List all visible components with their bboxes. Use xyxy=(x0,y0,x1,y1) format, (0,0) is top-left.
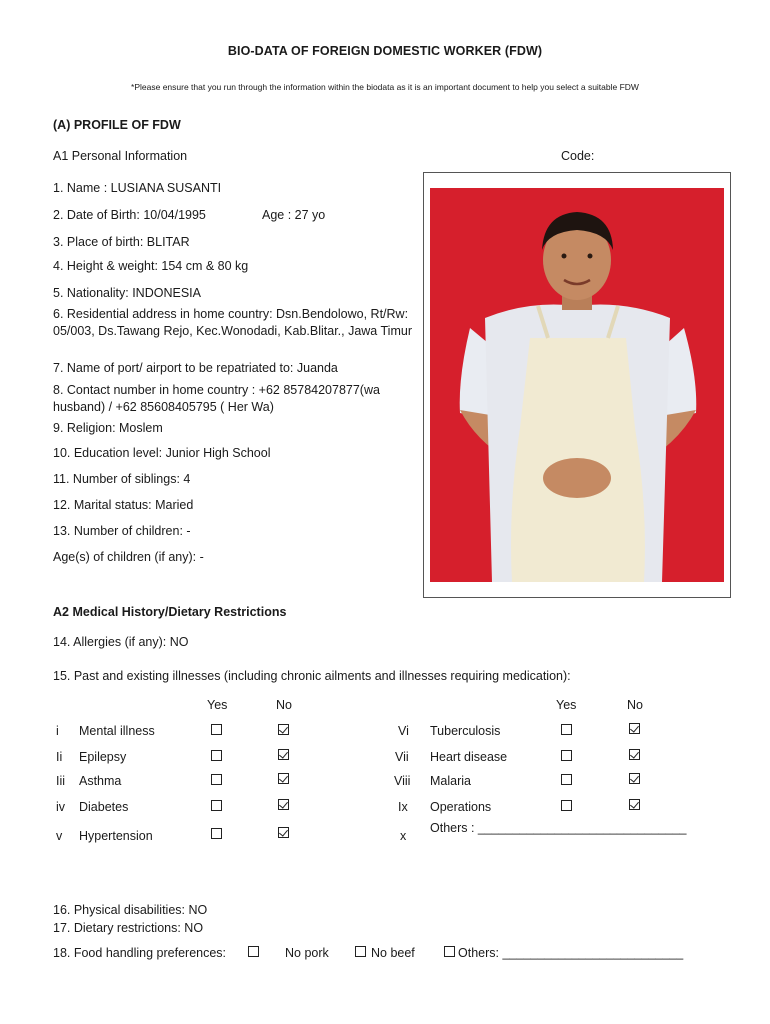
illness-num: v xyxy=(56,829,63,843)
illness-label-mental: Mental illness xyxy=(79,724,155,738)
document-subtitle: *Please ensure that you run through the information within the biodata as it is an important document to help you select a suitable FDW xyxy=(131,82,639,92)
no-pork-checkbox[interactable] xyxy=(248,946,259,957)
illness-num: Ix xyxy=(398,800,408,814)
illness-label-hypertension: Hypertension xyxy=(79,829,153,843)
a1-title: A1 Personal Information xyxy=(53,149,188,163)
illnesses-question: 15. Past and existing illnesses (including chronic ailments and illnesses requiring medication): xyxy=(53,669,571,683)
illness-others-field[interactable]: Others : ______________________________ xyxy=(430,821,687,835)
epilepsy-yes-checkbox[interactable] xyxy=(211,750,222,761)
illness-num: Iii xyxy=(56,774,66,788)
illness-label-heart-disease: Heart disease xyxy=(430,750,508,764)
heart-disease-no-checkbox[interactable] xyxy=(629,749,640,760)
section-a2-title: A2 Medical History/Dietary Restrictions xyxy=(53,605,287,619)
food-others-checkbox[interactable] xyxy=(444,946,455,957)
right-no-header: No xyxy=(627,698,643,712)
right-yes-header: Yes xyxy=(556,698,577,712)
illness-label-asthma: Asthma xyxy=(79,774,122,788)
no-beef-checkbox[interactable] xyxy=(355,946,366,957)
field-children-ages: Age(s) of children (if any): - xyxy=(53,550,204,564)
field-place-of-birth: 3. Place of birth: BLITAR xyxy=(53,235,190,249)
field-name: 1. Name : LUSIANA SUSANTI xyxy=(53,181,222,195)
illness-num: iv xyxy=(56,800,66,814)
mental-illness-yes-checkbox[interactable] xyxy=(211,724,222,735)
field-physical-disabilities: 16. Physical disabilities: NO xyxy=(53,903,208,917)
illness-num: x xyxy=(400,829,407,843)
fdw-photo xyxy=(430,188,724,582)
code-label: Code: xyxy=(561,149,595,163)
illness-num: Vi xyxy=(398,724,409,738)
mental-illness-no-checkbox[interactable] xyxy=(278,724,289,735)
hypertension-yes-checkbox[interactable] xyxy=(211,828,222,839)
hypertension-no-checkbox[interactable] xyxy=(278,827,289,838)
field-dob: 2. Date of Birth: 10/04/1995 xyxy=(53,208,206,222)
malaria-yes-checkbox[interactable] xyxy=(561,774,572,785)
field-religion: 9. Religion: Moslem xyxy=(53,421,163,435)
field-port: 7. Name of port/ airport to be repatriated to: Juanda xyxy=(53,361,338,375)
field-contact: 8. Contact number in home country : +62 85784207877(wa husband) / +62 85608405795 ( Her Wa) xyxy=(53,383,380,414)
illness-num: i xyxy=(56,724,59,738)
illness-label-diabetes: Diabetes xyxy=(79,800,129,814)
document-title: BIO-DATA OF FOREIGN DOMESTIC WORKER (FDW) xyxy=(227,44,543,58)
field-dietary-restrictions: 17. Dietary restrictions: NO xyxy=(53,921,204,935)
illness-label-epilepsy: Epilepsy xyxy=(79,750,127,764)
field-age: Age : 27 yo xyxy=(262,208,326,222)
field-siblings: 11. Number of siblings: 4 xyxy=(53,472,191,486)
illness-num: Viii xyxy=(394,774,411,788)
diabetes-yes-checkbox[interactable] xyxy=(211,800,222,811)
epilepsy-no-checkbox[interactable] xyxy=(278,749,289,760)
asthma-no-checkbox[interactable] xyxy=(278,773,289,784)
field-address: 6. Residential address in home country: Dsn.Bendolowo, Rt/Rw: 05/003, Ds.Tawang Rejo, Kec.Wonodadi, Kab.Blitar., Jawa Timur xyxy=(53,307,412,338)
tuberculosis-yes-checkbox[interactable] xyxy=(561,724,572,735)
left-yes-header: Yes xyxy=(207,698,228,712)
field-height-weight: 4. Height & weight: 154 cm & 80 kg xyxy=(53,259,249,273)
operations-yes-checkbox[interactable] xyxy=(561,800,572,811)
field-education: 10. Education level: Junior High School xyxy=(53,446,271,460)
heart-disease-yes-checkbox[interactable] xyxy=(561,750,572,761)
operations-no-checkbox[interactable] xyxy=(629,799,640,810)
no-pork-label: No pork xyxy=(285,946,329,960)
asthma-yes-checkbox[interactable] xyxy=(211,774,222,785)
field-allergies: 14. Allergies (if any): NO xyxy=(53,635,189,649)
field-children: 13. Number of children: - xyxy=(53,524,191,538)
food-handling-label: 18. Food handling preferences: xyxy=(53,946,227,960)
illness-label-malaria: Malaria xyxy=(430,774,471,788)
section-a-title: (A) PROFILE OF FDW xyxy=(53,118,181,132)
illness-num: Vii xyxy=(395,750,409,764)
illness-label-operations: Operations xyxy=(430,800,492,814)
illness-num: Ii xyxy=(56,750,63,764)
left-no-header: No xyxy=(276,698,292,712)
malaria-no-checkbox[interactable] xyxy=(629,773,640,784)
diabetes-no-checkbox[interactable] xyxy=(278,799,289,810)
field-marital: 12. Marital status: Maried xyxy=(53,498,194,512)
field-nationality: 5. Nationality: INDONESIA xyxy=(53,286,201,300)
illness-label-tuberculosis: Tuberculosis xyxy=(430,724,501,738)
tuberculosis-no-checkbox[interactable] xyxy=(629,723,640,734)
food-others-field[interactable]: Others: __________________________ xyxy=(458,946,684,960)
no-beef-label: No beef xyxy=(371,946,415,960)
